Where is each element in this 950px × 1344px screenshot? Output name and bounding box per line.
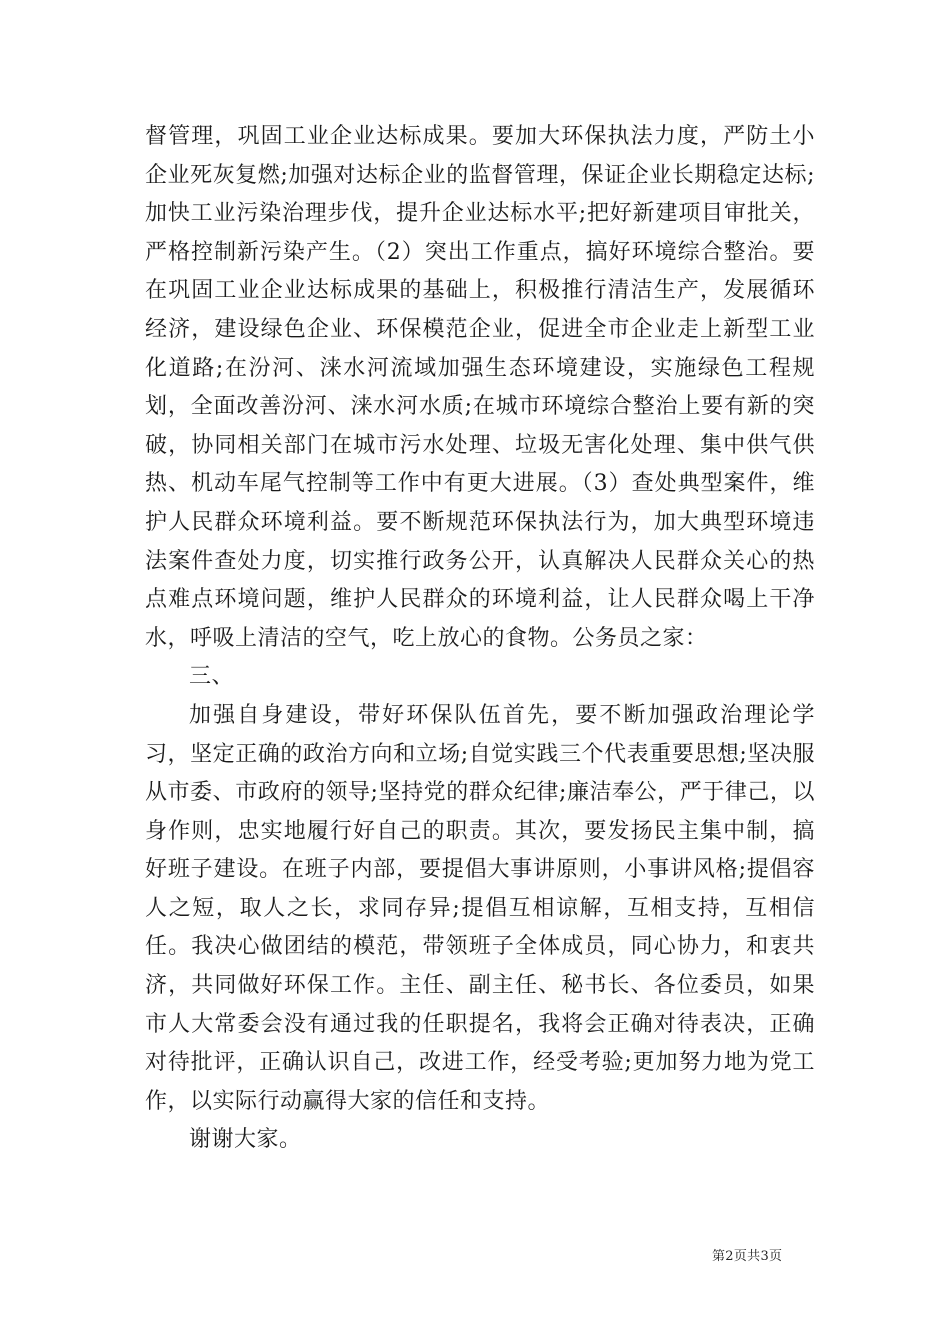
page-number-footer: 第2页共3页 (712, 1249, 783, 1264)
paragraph-closing: 谢谢大家。 (189, 1127, 302, 1153)
section-heading-three: 三、 (189, 664, 235, 690)
paragraph-continuation: 督管理，巩固工业企业达标成果。要加大环保执法力度，严防土小企业死灰复燃;加强对达标企业的监督管理，保证企业长期稳定达标;加快工业污染治理步伐，提升企业达标水平;把好新建项目审批关，严格控制新污染产生。（2）突出工作重点，搞好环境综合整治。要在巩固工业企业达标成果的基础上，积极推行清洁生产，发展循环经济，建设绿色企业、环保模范企业，促进全市企业走上新型工业化道路;在汾河、涞水河流域加强生态环境建设，实施绿色工程规划，全面改善汾河、涞水河水质;在城市环境综合整治上要有新的突破，协同相关部门在城市污水处理、垃圾无害化处理、集中供气供热、机动车尾气控制等工作中有更大进展。（3）查处典型案件，维护人民群众环境利益。要不断规范环保执法行为，加大典型环境违法案件查处力度，切实推行政务公开，认真解决人民群众关心的热点难点环境问题，维护人民群众的环境利益，让人民群众喝上干净水，呼吸上清洁的空气，吃上放心的食物。公务员之家： (145, 124, 815, 651)
paragraph-self-construction: 加强自身建设，带好环保队伍首先，要不断加强政治理论学习，坚定正确的政治方向和立场;自觉实践三个代表重要思想;坚决服从市委、市政府的领导;坚持党的群众纪律;廉洁奉公，严于律己，以身作则，忠实地履行好自己的职责。其次，要发扬民主集中制，搞好班子建设。在班子内部，要提倡大事讲原则，小事讲风格;提倡容人之短，取人之长，求同存异;提倡互相谅解，互相支持，互相信任。我决心做团结的模范，带领班子全体成员，同心协力，和衷共济，共同做好环保工作。主任、副主任、秘书长、各位委员，如果市人大常委会没有通过我的任职提名，我将会正确对待表决，正确对待批评，正确认识自己，改进工作，经受考验;更加努力地为党工作，以实际行动赢得大家的信任和支持。 (145, 702, 815, 1114)
document-body (145, 118, 815, 1160)
